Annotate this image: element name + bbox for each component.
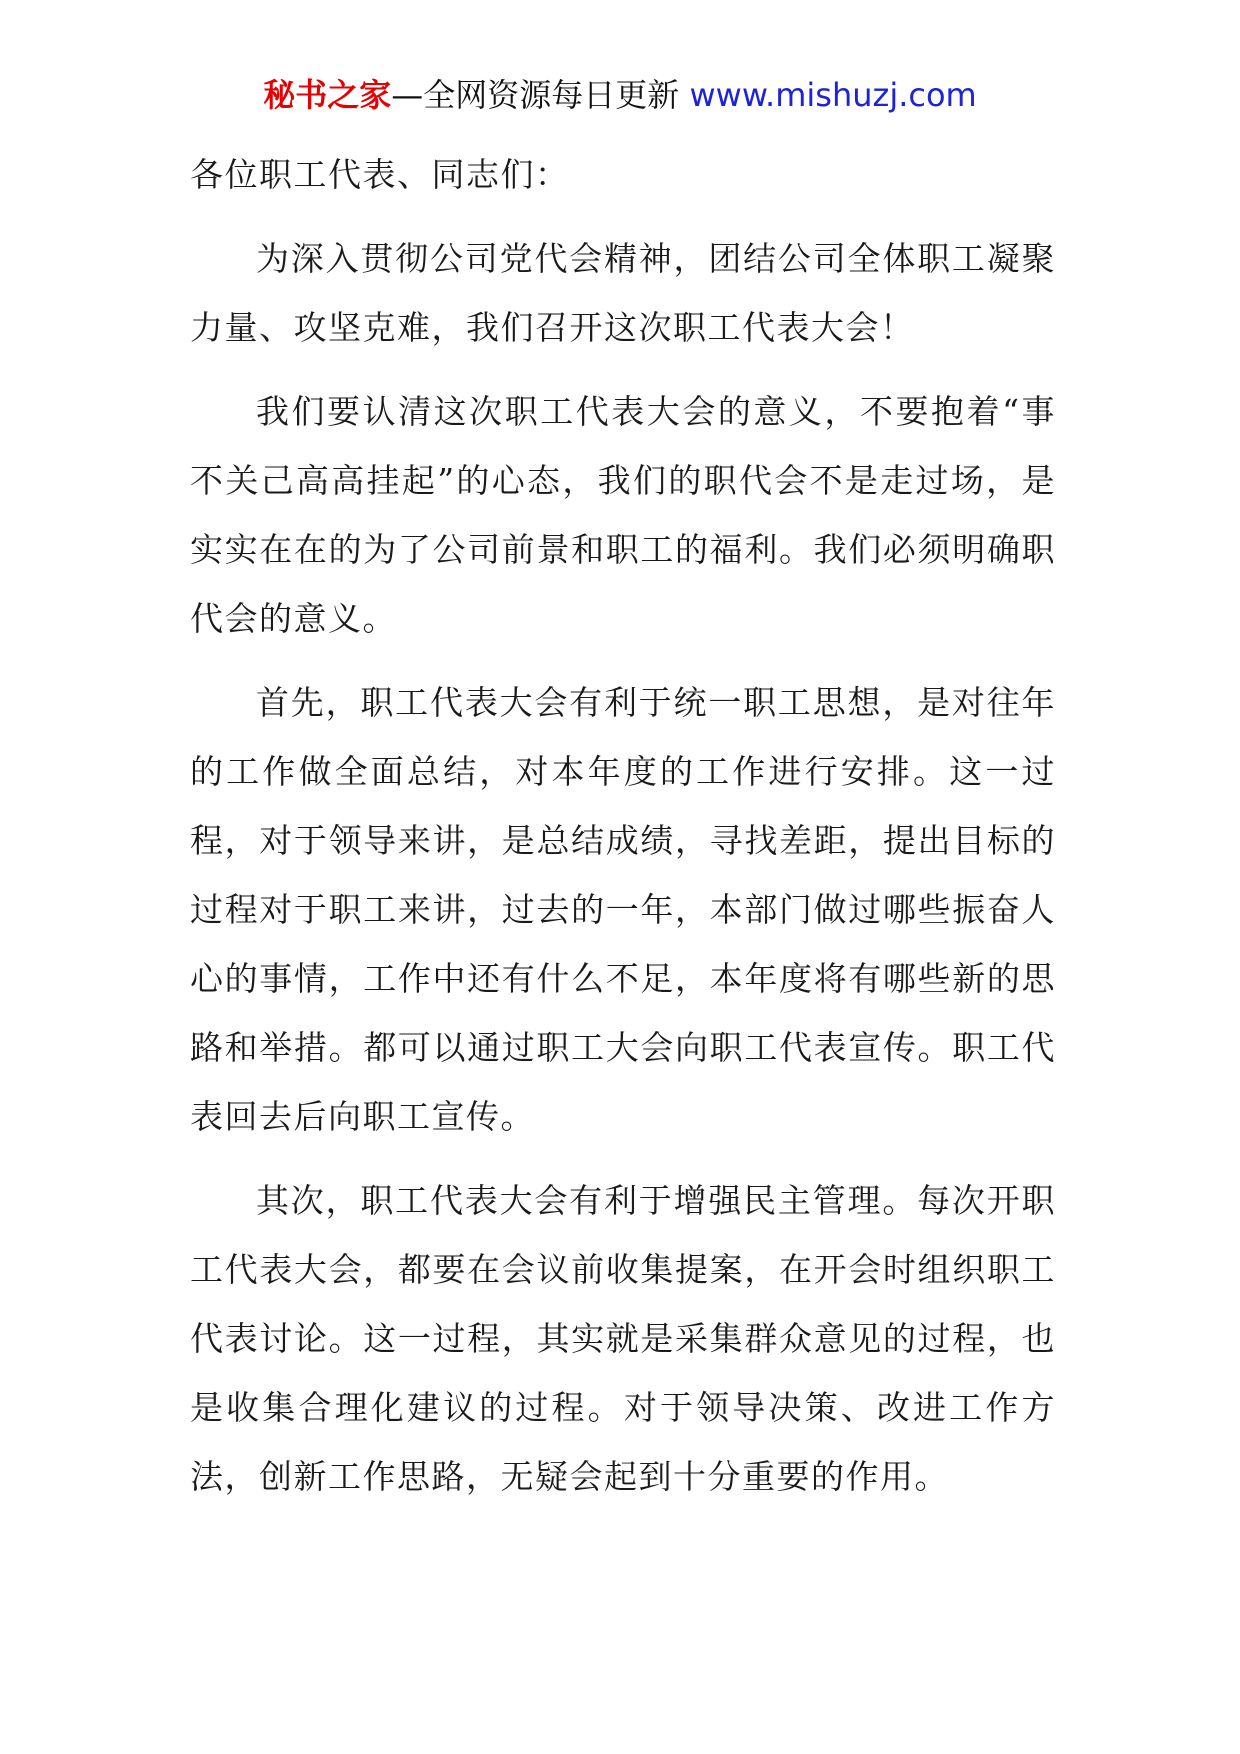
paragraph-1: 为深入贯彻公司党代会精神，团结公司全体职工凝聚力量、攻坚克难，我们召开这次职工代表大会！ — [190, 239, 1056, 347]
header-slogan: —全网资源每日更新 — [391, 76, 680, 114]
paragraph-4: 其次，职工代表大会有利于增强民主管理。每次开职工代表大会，都要在会议前收集提案，在开会时组织职工代表讨论。这一过程，其实就是采集群众意见的过程，也是收集合理化建议的过程。对于领导决策、改进工作方法，创新工作思路，无疑会起到十分重要的作用。 — [190, 1181, 1056, 1496]
page-header-banner — [0, 72, 1240, 118]
paragraph-3: 首先，职工代表大会有利于统一职工思想，是对往年的工作做全面总结，对本年度的工作进行安排。这一过程，对于领导来讲，是总结成绩，寻找差距，提出目标的过程对于职工来讲，过去的一年，本部门做过哪些振奋人心的事情，工作中还有什么不足，本年度将有哪些新的思路和举措。都可以通过职工大会向职工代表宣传。职工代表回去后向职工宣传。 — [190, 683, 1056, 1136]
document-body — [190, 140, 1056, 1526]
salutation: 各位职工代表、同志们： — [190, 155, 570, 194]
brand-name: 秘书之家 — [263, 76, 392, 114]
header-url-link[interactable]: www.mishuzj.com — [679, 76, 977, 114]
paragraph-2: 我们要认清这次职工代表大会的意义，不要抱着“事不关己高高挂起”的心态，我们的职代会不是走过场，是实实在在的为了公司前景和职工的福利。我们必须明确职代会的意义。 — [190, 392, 1056, 638]
